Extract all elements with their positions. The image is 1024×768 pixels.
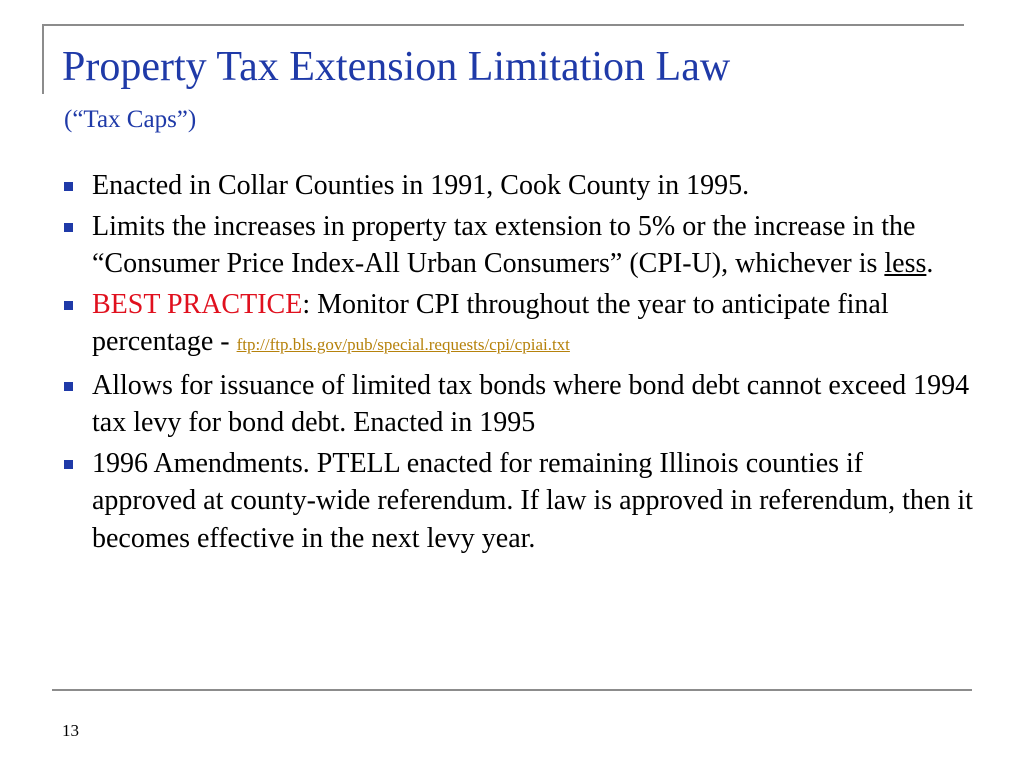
square-bullet-icon [64, 382, 73, 391]
bullet-item-enacted [62, 167, 974, 205]
square-bullet-icon [64, 301, 73, 310]
slide-title: Property Tax Extension Limitation Law [62, 44, 731, 90]
underlined-word: less [884, 248, 927, 279]
bullet-text: Limits the increases in property tax extension to 5% or the increase in the “Consumer Price Index-All Urban Consumers” (CPI-U), whichever is [92, 210, 916, 279]
best-practice-label: BEST PRACTICE [92, 288, 303, 320]
square-bullet-icon [64, 460, 73, 469]
bullet-item-bonds [62, 367, 974, 442]
bullet-text-end: . [926, 248, 934, 279]
bullet-text: Enacted in Collar Counties in 1991, Cook County in 1995. [92, 170, 750, 201]
square-bullet-icon [64, 182, 73, 191]
frame-left-line [42, 24, 44, 94]
bullet-text: : Monitor CPI throughout the year to anticipate final percentage - [92, 288, 889, 357]
bullet-item-best-practice [62, 286, 974, 364]
frame-top-line [42, 24, 964, 26]
bullet-item-amendments [62, 445, 974, 558]
bullet-list [62, 167, 974, 560]
bullet-text: Allows for issuance of limited tax bonds where bond debt cannot exceed 1994 tax levy for bond debt. Enacted in 1995 [92, 369, 970, 438]
slide-subtitle: (“Tax Caps”) [64, 106, 197, 133]
bullet-item-limits [62, 208, 974, 283]
bullet-text: 1996 Amendments. PTELL enacted for remaining Illinois counties if approved at county-wide referendum. If law is approved in referendum, then it becomes effective in the next levy year. [92, 447, 973, 554]
footer-divider [52, 689, 972, 691]
page-number: 13 [62, 721, 79, 740]
cpi-data-link[interactable]: ftp://ftp.bls.gov/pub/special.requests/cpi/cpiai.txt [236, 335, 570, 354]
square-bullet-icon [64, 223, 73, 232]
